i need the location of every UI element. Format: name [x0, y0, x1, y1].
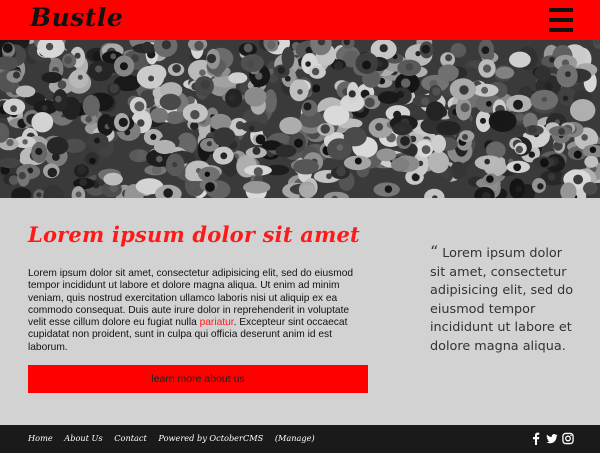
quote-mark-icon: “: [430, 242, 439, 261]
facebook-icon[interactable]: [530, 432, 542, 445]
page-title: Lorem ipsum dolor sit amet: [28, 222, 360, 247]
site-header: [0, 0, 600, 40]
learn-more-button[interactable]: learn more about us: [28, 365, 368, 393]
intro-text-start: Lorem ipsum dolor sit amet, consectetur adipisicing elit, sed do eiusmod tempor incididunt ut labore et dolore magna aliqua. Ut enim ad minim veniam, quis nostrud exercitation ullamco laboris nisi ut aliquip ex ea commodo consequat. Duis aute irure dolor in reprehenderit in voluptate velit esse cillum dolore eu fugiat nulla: [28, 268, 354, 329]
twitter-icon[interactable]: [546, 432, 558, 445]
site-logo[interactable]: Bustle: [30, 3, 124, 32]
intro-paragraph: [28, 268, 368, 354]
social-links: [530, 432, 574, 445]
quote-text: Lorem ipsum dolor sit amet, consectetur adipisicing elit, sed do eiusmod tempor incididunt ut labore et dolore magna aliqua.: [430, 246, 574, 354]
powered-by-link[interactable]: Powered by OctoberCMS: [158, 433, 264, 443]
hero-image: [0, 40, 600, 198]
instagram-icon[interactable]: [562, 432, 574, 445]
footer-link-home[interactable]: Home: [28, 433, 53, 443]
hamburger-menu-icon[interactable]: [549, 8, 573, 32]
crowd-photo: [0, 40, 600, 198]
site-footer: [0, 425, 600, 453]
menu-bar-middle: [549, 18, 573, 22]
pariatur-link[interactable]: pariatur: [199, 317, 234, 329]
footer-link-contact[interactable]: Contact: [114, 433, 147, 443]
footer-nav: [28, 433, 324, 443]
menu-bar-bottom: [549, 28, 573, 32]
manage-link[interactable]: (Manage): [274, 433, 315, 443]
pull-quote: [430, 243, 580, 356]
footer-link-about[interactable]: About Us: [64, 433, 103, 443]
intro-text-end: . Excepteur sint occaecat cupidatat non proident, sunt in culpa qui officia deserunt anim id est laborum.: [28, 317, 348, 353]
main-content: [0, 198, 600, 425]
menu-bar-top: [549, 8, 573, 12]
